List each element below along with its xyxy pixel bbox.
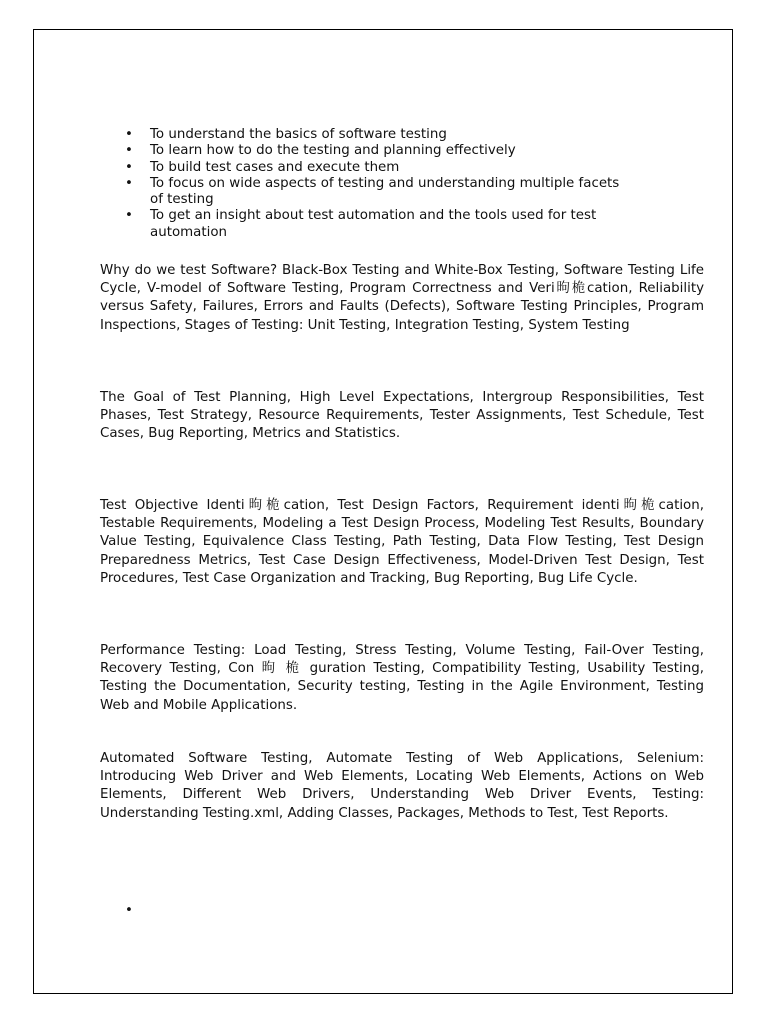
objective-item: • To get an insight about test automation and the tools used for test automation [122, 208, 650, 241]
unit-1-paragraph: Why do we test Software? Black-Box Testing and White-Box Testing, Software Testing Life Cycle, V-model of Software Testing, Program Correctness and Veri昫桅cation, Reliability versus Safety, Failures, Errors and Faults (Defects), Software Testing Principles, Program Inspections, Stages of Testing: Unit Testing, Integration Testing, System Testing [100, 263, 704, 333]
unit-2-paragraph: The Goal of Test Planning, High Level Expectations, Intergroup Responsibilities, Test Phases, Test Strategy, Resource Requirements, Tester Assignments, Test Schedule, Test Cases, Bug Reporting, Metrics and Statistics. [100, 390, 704, 442]
objective-item: • To build test cases and execute them [122, 160, 662, 176]
empty-bullet: • [125, 903, 133, 918]
unit-3-paragraph: Test Objective Identi昫桅cation, Test Design Factors, Requirement identi昫桅cation, Testable Requirements, Modeling a Test Design Process, Modeling Test Results, Boundary Value Testing, Equivalence Class Testing, Path Testing, Data Flow Testing, Test Design Preparedness Metrics, Test Case Design Effectiveness, Model-Driven Test Design, Test Procedures, Test Case Organization and Tracking, Bug Reporting, Bug Life Cycle. [100, 498, 704, 586]
objective-item: • To focus on wide aspects of testing and understanding multiple facets of testing [122, 176, 624, 209]
unit-5-paragraph: Automated Software Testing, Automate Testing of Web Applications, Selenium: Introducing Web Driver and Web Elements, Locating Web Elements, Actions on Web Elements, Different Web Drivers, Understanding Web Driver Events, Testing: Understanding Testing.xml, Adding Classes, Packages, Methods to Test, Test Reports. [100, 751, 704, 821]
objectives-list [122, 127, 662, 241]
objective-item: • To learn how to do the testing and planning effectively [122, 143, 662, 159]
objective-item: • To understand the basics of software testing [122, 127, 662, 143]
unit-4-paragraph: Performance Testing: Load Testing, Stress Testing, Volume Testing, Fail-Over Testing, Recovery Testing, Con 昫 桅 guration Testing, Compatibility Testing, Usability Testing, Testing the Documentation, Security testing, Testing in the Agile Environment, Testing Web and Mobile Applications. [100, 643, 704, 713]
